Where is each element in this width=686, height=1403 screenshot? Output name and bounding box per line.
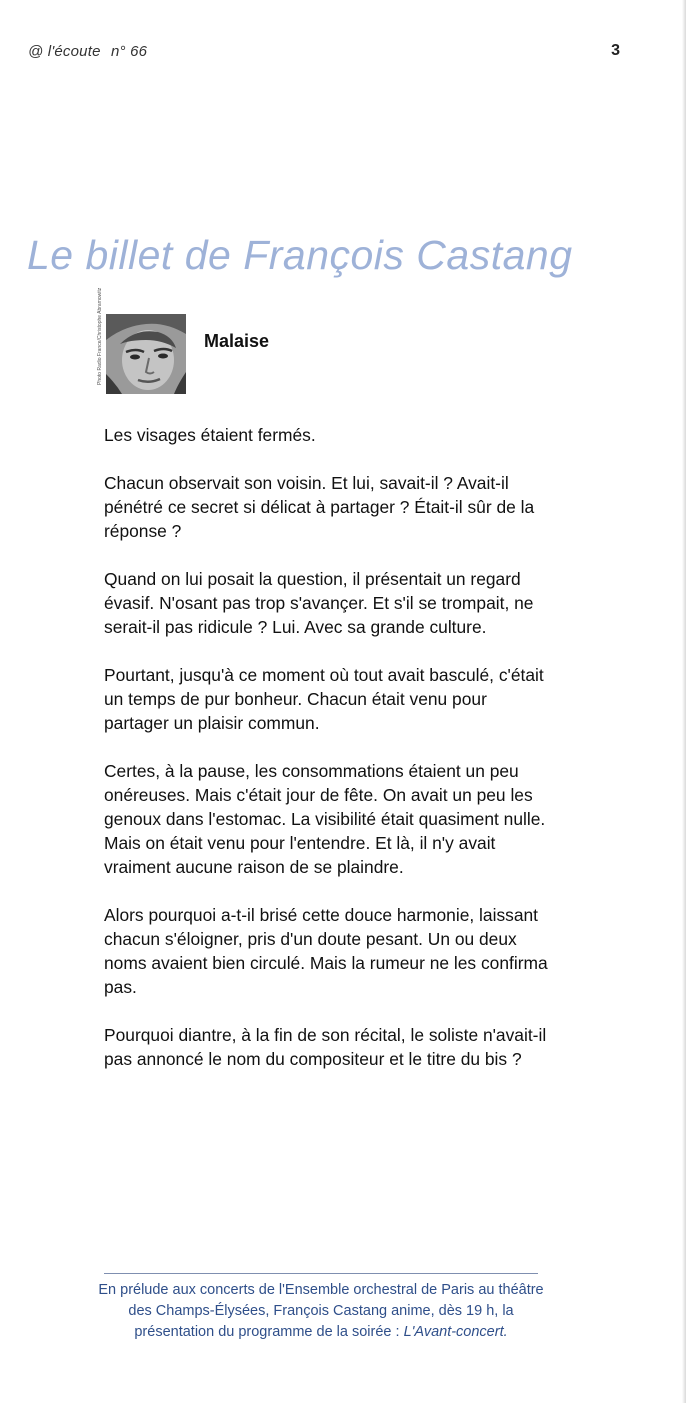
footer-text: En prélude aux concerts de l'Ensemble orchestral de Paris au théâtre des Champs-Élysées, François Castang anime, dès 19 h, la présentation du programme de la soirée : bbox=[98, 1282, 544, 1340]
issue-number: n° 66 bbox=[111, 43, 148, 60]
page-title: Le billet de François Castang bbox=[27, 232, 573, 278]
publication-name: @ l'écoute bbox=[28, 43, 101, 60]
footer-divider bbox=[104, 1273, 538, 1274]
paragraph: Pourquoi diantre, à la fin de son récital, le soliste n'avait-il pas annoncé le nom du compositeur et le titre du bis ? bbox=[104, 1025, 547, 1069]
article-subtitle: Malaise bbox=[204, 331, 270, 351]
author-photo-block bbox=[96, 287, 186, 394]
paragraph: Alors pourquoi a-t-il brisé cette douce harmonie, laissant chacun s'éloigner, pris d'un doute pesant. Un ou deux noms avaient bien circulé. Mais la rumeur ne les confirma pas. bbox=[104, 905, 548, 997]
paragraph: Pourtant, jusqu'à ce moment où tout avait basculé, c'était un temps de pur bonheur. Chacun était venu pour partager un plaisir commun. bbox=[104, 665, 544, 733]
page-number: 3 bbox=[611, 42, 620, 59]
running-header bbox=[28, 43, 147, 60]
footer-note bbox=[96, 1280, 546, 1343]
author-photo bbox=[106, 314, 186, 394]
paragraph: Les visages étaient fermés. bbox=[104, 425, 316, 445]
page-edge bbox=[682, 0, 686, 1403]
paragraph: Chacun observait son voisin. Et lui, savait-il ? Avait-il pénétré ce secret si délicat à partager ? Était-il sûr de la réponse ? bbox=[104, 473, 535, 541]
portrait-illustration bbox=[106, 314, 186, 394]
article-body bbox=[104, 423, 548, 1095]
paragraph: Certes, à la pause, les consommations étaient un peu onéreuses. Mais c'était jour de fête. On avait un peu les genoux dans l'estomac. La visibilité était quasiment nulle. Mais on était venu pour l'entendre. Et là, il n'y avait vraiment aucune raison de se plaindre. bbox=[104, 761, 546, 877]
paragraph: Quand on lui posait la question, il présentait un regard évasif. N'osant pas trop s'avançer. Et s'il se trompait, ne serait-il pas ridicule ? Lui. Avec sa grande culture. bbox=[104, 569, 534, 637]
footer-italic-title: L'Avant-concert. bbox=[403, 1324, 508, 1340]
photo-credit: Photo Radio France/Christophe Abramowitz bbox=[97, 287, 103, 385]
